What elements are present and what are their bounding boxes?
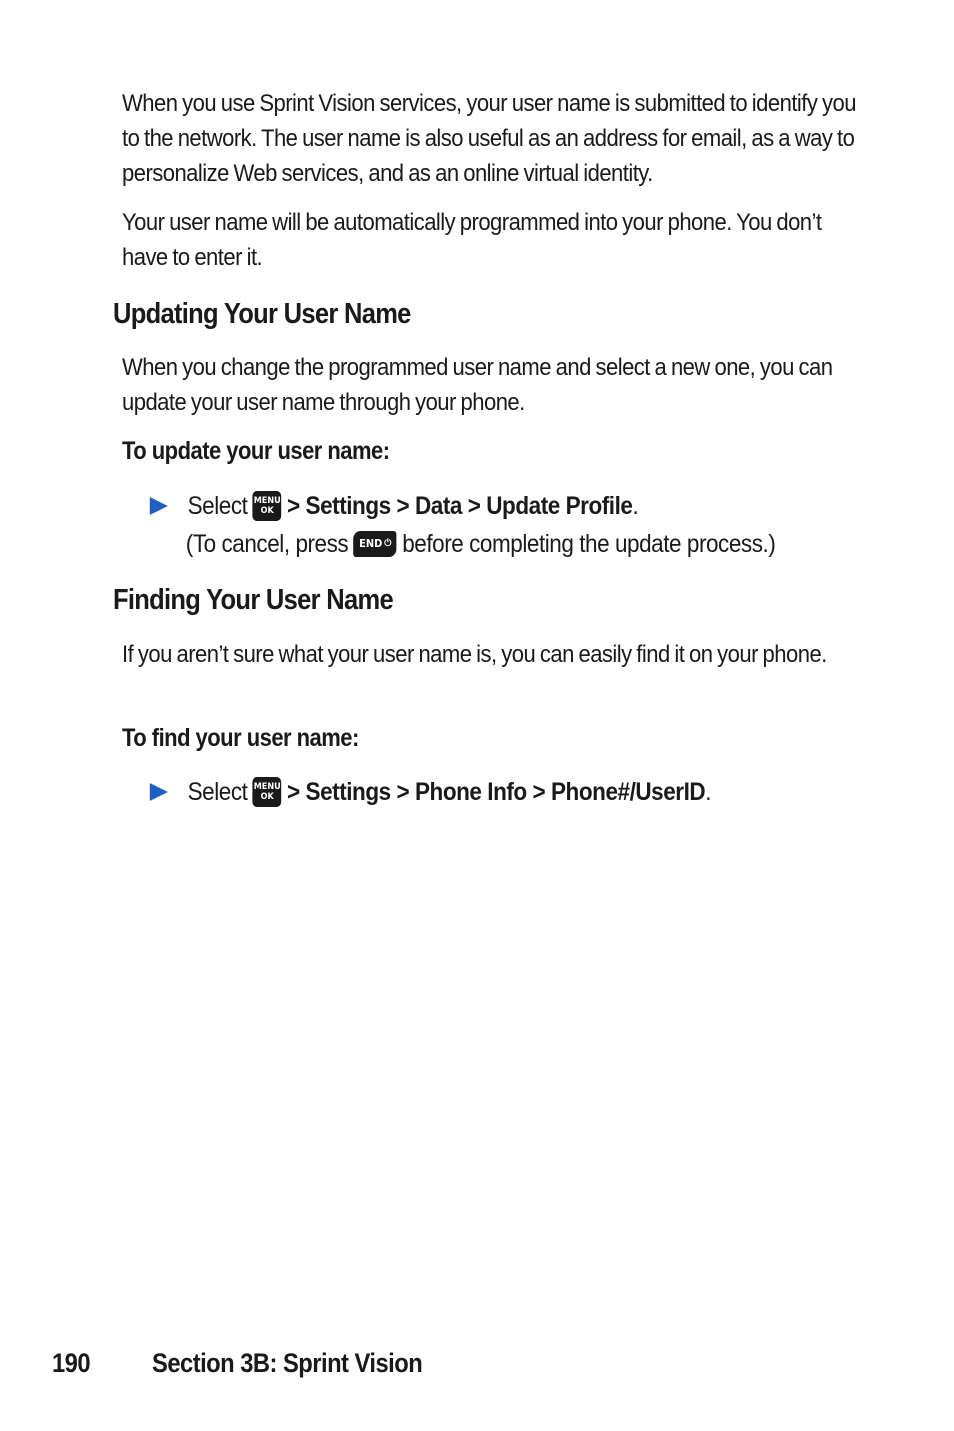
intro-paragraph-2: Your user name will be automatically programmed into your phone. You don’t have to enter it. bbox=[122, 209, 822, 271]
path-period: . bbox=[632, 492, 639, 520]
bullet-arrow-icon bbox=[150, 497, 168, 515]
power-symbol-icon: ⏻ bbox=[384, 538, 392, 549]
menu-path: > Settings > Data > Update Profile bbox=[287, 492, 633, 520]
menu-path: > Settings > Phone Info > Phone#/UserID bbox=[287, 778, 706, 806]
path-period: . bbox=[705, 778, 712, 806]
ok-key-label: OK bbox=[260, 506, 274, 516]
bullet-arrow-icon bbox=[150, 783, 168, 801]
updating-step bbox=[148, 487, 845, 563]
finding-heading: Finding Your User Name bbox=[113, 584, 393, 616]
updating-step-line-1 bbox=[148, 487, 775, 525]
page-number: 190 bbox=[52, 1348, 91, 1378]
ok-key-label: OK bbox=[260, 792, 274, 802]
updating-body: When you change the programmed user name and select a new one, you can update your user name through your phone. bbox=[122, 354, 833, 416]
updating-heading: Updating Your User Name bbox=[113, 298, 411, 330]
finding-step-line-1 bbox=[148, 773, 711, 811]
section-title: Section 3B: Sprint Vision bbox=[152, 1348, 423, 1378]
finding-body: If you aren’t sure what your user name is, you can easily find it on your phone. bbox=[122, 641, 827, 668]
updating-step-line-2 bbox=[148, 525, 775, 563]
updating-subhead: To update your user name: bbox=[122, 437, 390, 465]
end-key-icon bbox=[354, 531, 397, 557]
finding-subhead: To find your user name: bbox=[122, 724, 359, 752]
cancel-prefix: (To cancel, press bbox=[185, 530, 349, 558]
select-word: Select bbox=[187, 778, 248, 806]
menu-key-label: MENU bbox=[253, 782, 281, 792]
finding-step bbox=[148, 773, 774, 811]
menu-ok-key-icon bbox=[253, 777, 282, 807]
cancel-suffix: before completing the update process.) bbox=[402, 530, 776, 558]
select-word: Select bbox=[187, 492, 248, 520]
intro-paragraph-1: When you use Sprint Vision services, your user name is submitted to identify you to the network. The user name is also useful as an address for email, as a way to personalize Web services, and as an online virtual identity. bbox=[122, 90, 856, 187]
menu-ok-key-icon bbox=[253, 491, 282, 521]
menu-key-label: MENU bbox=[253, 496, 281, 506]
end-key-label: END bbox=[359, 537, 383, 550]
